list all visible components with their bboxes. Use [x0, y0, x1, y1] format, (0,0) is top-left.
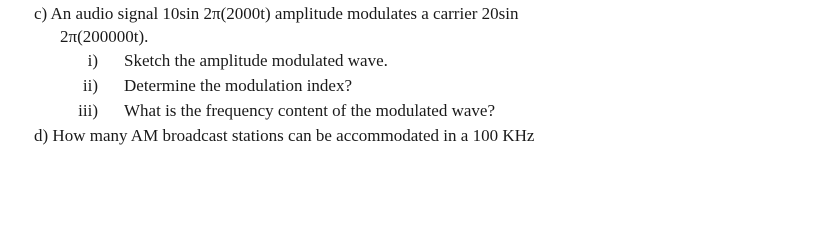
part-iii-text: What is the frequency content of the modulated wave?	[124, 101, 496, 120]
part-i-number: i)	[87, 51, 98, 70]
question-d-cut-off-line: d) How many AM broadcast stations can be accommodated in a 100 KHz	[34, 126, 535, 145]
question-c-line-1	[34, 4, 519, 24]
question-c-label: c)	[34, 4, 48, 23]
part-iii-number: iii)	[78, 101, 98, 120]
part-ii-text: Determine the modulation index?	[124, 76, 353, 95]
part-i-text: Sketch the amplitude modulated wave.	[124, 51, 388, 70]
question-c-text-line-2: 2π(200000t).	[60, 27, 149, 46]
part-ii-number: ii)	[82, 76, 98, 95]
question-c-text-line-1: An audio signal 10sin 2π(2000t) amplitude modulates a carrier 20sin	[50, 4, 519, 23]
